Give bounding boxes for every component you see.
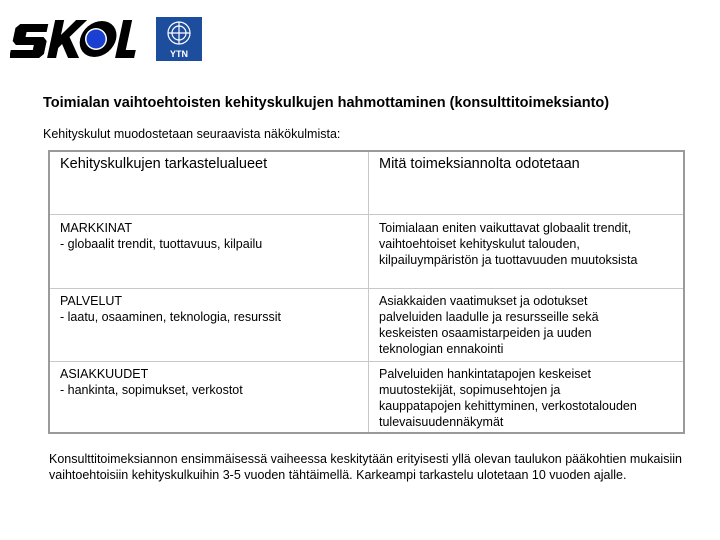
area-details: - hankinta, sopimukset, verkostot bbox=[60, 383, 243, 397]
table-row bbox=[49, 215, 684, 289]
page-title: Toimialan vaihtoehtoisten kehityskulkujen hahmottaminen (konsulttitoimeksianto) bbox=[43, 95, 610, 111]
intro-text: Kehityskulut muodostetaan seuraavista näkökulmista: bbox=[43, 127, 341, 141]
skol-logo-dot bbox=[87, 30, 106, 49]
area-details: - laatu, osaaminen, teknologia, resurssit bbox=[60, 310, 281, 324]
column-header-areas: Kehityskulkujen tarkastelualueet bbox=[49, 151, 369, 215]
expectation-line: vaihtoehtoiset kehityskulut talouden, bbox=[379, 237, 580, 251]
area-cell bbox=[49, 362, 369, 434]
expectation-line: palveluiden laadulle ja resursseille sekä bbox=[379, 310, 599, 324]
table-row bbox=[49, 362, 684, 434]
svg-text:YTN: YTN bbox=[170, 49, 188, 59]
expectation-cell bbox=[369, 289, 685, 362]
ytn-logo bbox=[156, 17, 202, 61]
table-row bbox=[49, 289, 684, 362]
expectation-line: Asiakkaiden vaatimukset ja odotukset bbox=[379, 294, 588, 308]
expectation-line: tulevaisuudennäkymät bbox=[379, 415, 504, 429]
expectation-cell bbox=[369, 215, 685, 289]
skol-logo bbox=[10, 16, 136, 62]
expectation-line: Palveluiden hankintatapojen keskeiset bbox=[379, 367, 591, 381]
area-cell bbox=[49, 289, 369, 362]
area-cell bbox=[49, 215, 369, 289]
footer-text: Konsulttitoimeksiannon ensimmäisessä vaiheessa keskitytään erityisesti yllä olevan taulukon pääkohtien mukaisiin vaihtoehtoisiin kehityskulkuihin 3-5 vuoden tähtäimellä. Karkeampi tarkastelu ulotetaan 10 vuoden ajalle. bbox=[49, 452, 682, 482]
expectation-line: kauppatapojen kehittyminen, verkostotalouden bbox=[379, 399, 637, 413]
expectation-line: Toimialaan eniten vaikuttavat globaalit trendit, bbox=[379, 221, 632, 235]
expectation-line: kilpailuympäristön ja tuottavuuden muutoksista bbox=[379, 253, 638, 267]
expectation-line: keskeisten osaamistarpeiden ja uuden bbox=[379, 326, 592, 340]
area-title: MARKKINAT bbox=[60, 221, 132, 235]
expectation-cell bbox=[369, 362, 685, 434]
development-table bbox=[48, 150, 685, 434]
expectation-line: teknologian ennakointi bbox=[379, 342, 504, 356]
column-header-expectations: Mitä toimeksiannolta odotetaan bbox=[369, 151, 685, 215]
area-details: - globaalit trendit, tuottavuus, kilpailu bbox=[60, 237, 263, 251]
area-title: ASIAKKUUDET bbox=[60, 367, 149, 381]
table-header-row bbox=[49, 151, 684, 215]
expectation-line: muutostekijät, sopimusehtojen ja bbox=[379, 383, 561, 397]
area-title: PALVELUT bbox=[60, 294, 123, 308]
